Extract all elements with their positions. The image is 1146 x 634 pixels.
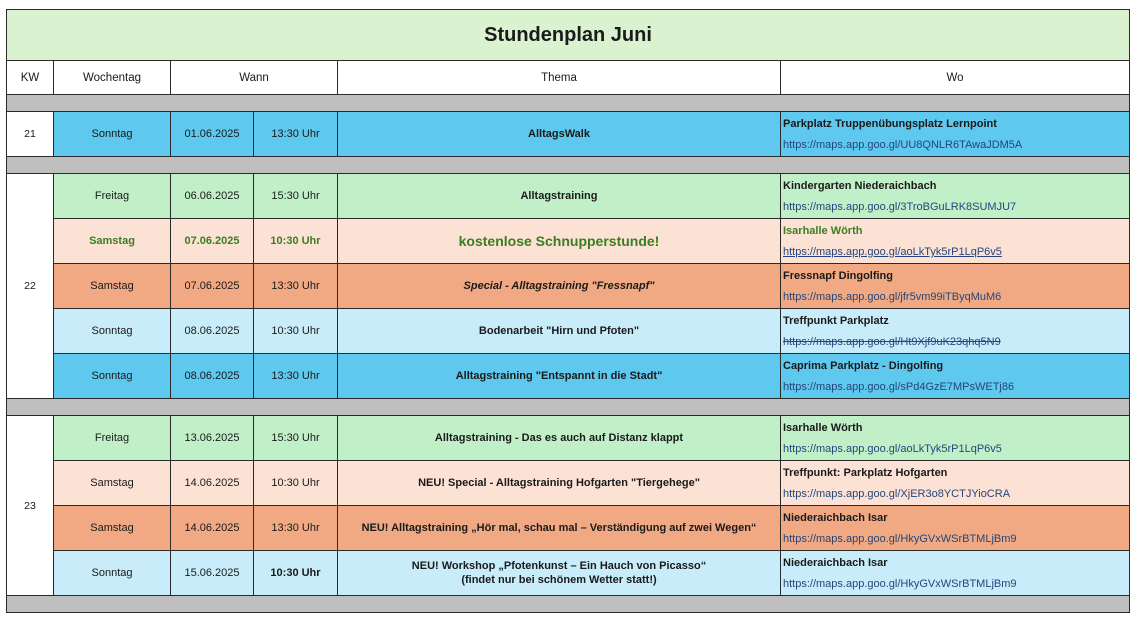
date-cell: 14.06.2025: [171, 461, 254, 506]
location-name: Treffpunkt: Parkplatz Hofgarten: [783, 467, 948, 479]
kw-cell: 22: [7, 174, 54, 399]
weekday-cell: Sonntag: [54, 112, 171, 157]
topic-cell: Alltagstraining "Entspannt in die Stadt": [338, 354, 781, 399]
separator-row: [7, 596, 1130, 613]
table-row: [7, 416, 1130, 461]
maps-link[interactable]: https://maps.app.goo.gl/HkyGVxWSrBTMLjBm9: [783, 533, 1017, 545]
location-cell: [781, 461, 1130, 506]
time-cell: 10:30 Uhr: [254, 551, 338, 596]
time-cell: 15:30 Uhr: [254, 174, 338, 219]
maps-link[interactable]: https://maps.app.goo.gl/UU8QNLR6TAwaJDM5A: [783, 139, 1023, 151]
weekday-cell: Freitag: [54, 416, 171, 461]
date-cell: 14.06.2025: [171, 506, 254, 551]
location-name: Treffpunkt Parkplatz: [783, 315, 889, 327]
topic-cell: Special - Alltagstraining "Fressnapf": [338, 264, 781, 309]
topic-cell: Alltagstraining - Das es auch auf Distanz klappt: [338, 416, 781, 461]
header-kw: KW: [7, 61, 54, 95]
date-cell: 08.06.2025: [171, 309, 254, 354]
location-name: Niederaichbach Isar: [783, 512, 888, 524]
table-row: [7, 551, 1130, 596]
header-thema: Thema: [338, 61, 781, 95]
weekday-cell: Samstag: [54, 219, 171, 264]
kw-cell: 23: [7, 416, 54, 596]
page-title: Stundenplan Juni: [7, 10, 1130, 61]
kw-cell: 21: [7, 112, 54, 157]
topic-note: (findet nur bei schönem Wetter statt!): [461, 574, 657, 586]
header-row: [7, 61, 1130, 95]
maps-link[interactable]: https://maps.app.goo.gl/XjER3o8YCTJYioCRA: [783, 488, 1011, 500]
location-cell: [781, 174, 1130, 219]
table-row: [7, 309, 1130, 354]
topic-cell: AlltagsWalk: [338, 112, 781, 157]
date-cell: 01.06.2025: [171, 112, 254, 157]
table-row: [7, 506, 1130, 551]
location-cell: [781, 264, 1130, 309]
maps-link[interactable]: https://maps.app.goo.gl/Ht9Xjf9uK23qhq5N9: [783, 336, 1001, 348]
time-cell: 13:30 Uhr: [254, 506, 338, 551]
location-name: Caprima Parkplatz - Dingolfing: [783, 360, 944, 372]
time-cell: 13:30 Uhr: [254, 354, 338, 399]
schedule-table: [6, 9, 1130, 613]
date-cell: 07.06.2025: [171, 219, 254, 264]
table-row: [7, 219, 1130, 264]
separator-row: [7, 95, 1130, 112]
table-row: [7, 174, 1130, 219]
location-name: Isarhalle Wörth: [783, 422, 863, 434]
table-row: [7, 354, 1130, 399]
header-wann: Wann: [171, 61, 338, 95]
weekday-cell: Sonntag: [54, 354, 171, 399]
location-name: Isarhalle Wörth: [783, 225, 863, 237]
weekday-cell: Sonntag: [54, 309, 171, 354]
time-cell: 10:30 Uhr: [254, 219, 338, 264]
table-row: [7, 461, 1130, 506]
date-cell: 08.06.2025: [171, 354, 254, 399]
topic-cell: [338, 551, 781, 596]
topic-cell: Bodenarbeit "Hirn und Pfoten": [338, 309, 781, 354]
maps-link[interactable]: https://maps.app.goo.gl/aoLkTyk5rP1LqP6v5: [783, 443, 1002, 455]
location-name: Fressnapf Dingolfing: [783, 270, 893, 282]
weekday-cell: Samstag: [54, 506, 171, 551]
table-row: [7, 112, 1130, 157]
location-cell: [781, 309, 1130, 354]
maps-link[interactable]: https://maps.app.goo.gl/jfr5vm99iTByqMuM6: [783, 291, 1002, 303]
location-name: Kindergarten Niederaichbach: [783, 180, 937, 192]
location-cell: [781, 112, 1130, 157]
table-row: [7, 264, 1130, 309]
maps-link[interactable]: https://maps.app.goo.gl/sPd4GzE7MPsWETj86: [783, 381, 1015, 393]
maps-link[interactable]: https://maps.app.goo.gl/3TroBGuLRK8SUMJU7: [783, 201, 1017, 213]
topic-cell: NEU! Alltagstraining „Hör mal, schau mal – Verständigung auf zwei Wegen“: [338, 506, 781, 551]
header-wochentag: Wochentag: [54, 61, 171, 95]
location-cell: [781, 219, 1130, 264]
separator-row: [7, 399, 1130, 416]
location-name: Niederaichbach Isar: [783, 557, 888, 569]
time-cell: 13:30 Uhr: [254, 264, 338, 309]
separator-row: [7, 157, 1130, 174]
date-cell: 07.06.2025: [171, 264, 254, 309]
time-cell: 10:30 Uhr: [254, 309, 338, 354]
time-cell: 15:30 Uhr: [254, 416, 338, 461]
time-cell: 13:30 Uhr: [254, 112, 338, 157]
time-cell: 10:30 Uhr: [254, 461, 338, 506]
location-cell: [781, 506, 1130, 551]
header-wo: Wo: [781, 61, 1130, 95]
maps-link[interactable]: https://maps.app.goo.gl/aoLkTyk5rP1LqP6v5: [783, 246, 1002, 258]
location-cell: [781, 416, 1130, 461]
topic-cell: Alltagstraining: [338, 174, 781, 219]
location-cell: [781, 551, 1130, 596]
date-cell: 15.06.2025: [171, 551, 254, 596]
topic-line: NEU! Workshop „Pfotenkunst – Ein Hauch von Picasso“: [411, 560, 707, 572]
topic-cell: kostenlose Schnupperstunde!: [338, 219, 781, 264]
weekday-cell: Samstag: [54, 264, 171, 309]
location-cell: [781, 354, 1130, 399]
topic-cell: NEU! Special - Alltagstraining Hofgarten "Tiergehege": [338, 461, 781, 506]
weekday-cell: Samstag: [54, 461, 171, 506]
maps-link[interactable]: https://maps.app.goo.gl/HkyGVxWSrBTMLjBm9: [783, 578, 1017, 590]
date-cell: 13.06.2025: [171, 416, 254, 461]
weekday-cell: Sonntag: [54, 551, 171, 596]
location-name: Parkplatz Truppenübungsplatz Lernpoint: [783, 118, 997, 130]
weekday-cell: Freitag: [54, 174, 171, 219]
date-cell: 06.06.2025: [171, 174, 254, 219]
